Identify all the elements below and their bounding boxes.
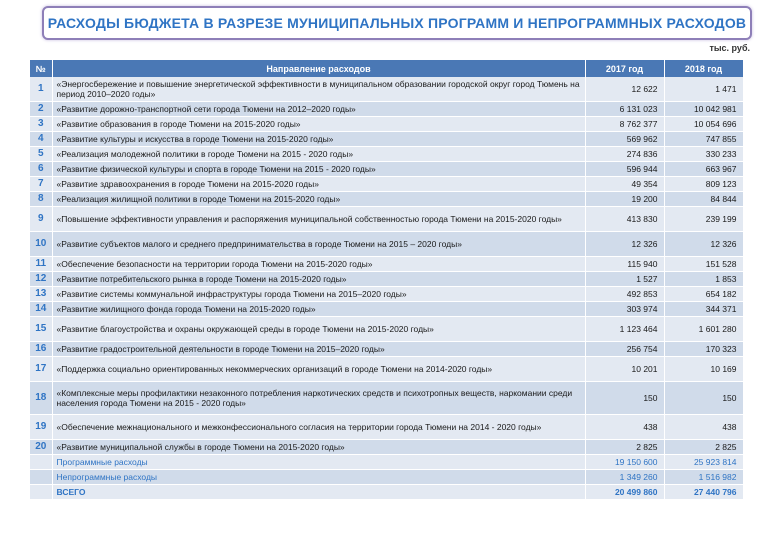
row-2018: 151 528	[664, 257, 743, 272]
row-name: «Развитие дорожно-транспортной сети города Тюмени на 2012–2020 годы»	[52, 102, 585, 117]
table-row	[30, 147, 743, 162]
row-num: 6	[30, 162, 52, 177]
row-2017: 1 123 464	[585, 317, 664, 342]
row-2018: 150	[664, 382, 743, 415]
row-name: «Развитие потребительского рынка в городе Тюмени на 2015-2020 годы»	[52, 272, 585, 287]
row-name: «Повышение эффективности управления и распоряжения муниципальной собственностью города Тюмени на 2015-2020 годы»	[52, 207, 585, 232]
row-name: «Развитие физической культуры и спорта в городе Тюмени на 2015 - 2020 годы»	[52, 162, 585, 177]
row-name: «Развитие культуры и искусства в городе Тюмени на 2015-2020 годы»	[52, 132, 585, 147]
table-row	[30, 162, 743, 177]
row-2018: 2 825	[664, 440, 743, 455]
table-row	[30, 192, 743, 207]
row-2018: 1 601 280	[664, 317, 743, 342]
grand-total-2017: 20 499 860	[585, 485, 664, 500]
row-name: «Реализация жилищной политики в городе Тюмени на 2015-2020 годы»	[52, 192, 585, 207]
row-2018: 12 326	[664, 232, 743, 257]
row-2017: 2 825	[585, 440, 664, 455]
row-2018: 170 323	[664, 342, 743, 357]
table-row	[30, 415, 743, 440]
table-row	[30, 382, 743, 415]
table-row	[30, 287, 743, 302]
row-2018: 1 471	[664, 77, 743, 102]
row-name: «Развитие муниципальной службы в городе Тюмени на 2015-2020 годы»	[52, 440, 585, 455]
row-2017: 256 754	[585, 342, 664, 357]
row-2018: 1 853	[664, 272, 743, 287]
row-name: «Развитие системы коммунальной инфраструктуры города Тюмени на 2015–2020 годы»	[52, 287, 585, 302]
grand-total-label: ВСЕГО	[52, 485, 585, 500]
table-row	[30, 177, 743, 192]
row-num: 5	[30, 147, 52, 162]
row-2018: 10 169	[664, 357, 743, 382]
row-name: «Энергосбережение и повышение энергетической эффективности в муниципальном образовании городской округ город Тюмень на период 2010–2020 годы»	[52, 77, 585, 102]
program-total-row	[30, 455, 743, 470]
program-total-2017: 19 150 600	[585, 455, 664, 470]
row-name: «Реализация молодежной политики в городе Тюмени на 2015 - 2020 годы»	[52, 147, 585, 162]
row-2017: 12 326	[585, 232, 664, 257]
row-name: «Развитие субъектов малого и среднего предпринимательства в городе Тюмени на 2015 – 2020 годы»	[52, 232, 585, 257]
row-num: 4	[30, 132, 52, 147]
table-row	[30, 302, 743, 317]
header-direction: Направление расходов	[52, 60, 585, 77]
row-name: «Развитие жилищного фонда города Тюмени на 2015-2020 годы»	[52, 302, 585, 317]
row-name: «Развитие благоустройства и охраны окружающей среды в городе Тюмени на 2015-2020 годы»	[52, 317, 585, 342]
row-num: 17	[30, 357, 52, 382]
row-2017: 150	[585, 382, 664, 415]
row-num: 1	[30, 77, 52, 102]
title-banner	[42, 6, 752, 40]
row-num: 7	[30, 177, 52, 192]
row-2017: 569 962	[585, 132, 664, 147]
row-name: «Обеспечение безопасности на территории города Тюмени на 2015-2020 годы»	[52, 257, 585, 272]
table-row	[30, 257, 743, 272]
row-num: 13	[30, 287, 52, 302]
grand-total-row	[30, 485, 743, 500]
row-name: «Развитие здравоохранения в городе Тюмени на 2015-2020 годы»	[52, 177, 585, 192]
row-num: 8	[30, 192, 52, 207]
nonprogram-total-2018: 1 516 982	[664, 470, 743, 485]
row-2017: 438	[585, 415, 664, 440]
row-num: 12	[30, 272, 52, 287]
page-title: РАСХОДЫ БЮДЖЕТА В РАЗРЕЗЕ МУНИЦИПАЛЬНЫХ ПРОГРАММ И НЕПРОГРАММНЫХ РАСХОДОВ	[47, 15, 747, 31]
row-num: 18	[30, 382, 52, 415]
row-2017: 492 853	[585, 287, 664, 302]
nonprogram-total-label: Непрограммные расходы	[52, 470, 585, 485]
row-num: 9	[30, 207, 52, 232]
row-num: 11	[30, 257, 52, 272]
grand-total-2018: 27 440 796	[664, 485, 743, 500]
table-row	[30, 102, 743, 117]
row-2018: 663 967	[664, 162, 743, 177]
table-row	[30, 357, 743, 382]
table-row	[30, 317, 743, 342]
header-num: №	[30, 60, 52, 77]
header-2018: 2018 год	[664, 60, 743, 77]
table-header-row	[30, 60, 743, 77]
row-2017: 413 830	[585, 207, 664, 232]
row-2018: 809 123	[664, 177, 743, 192]
row-2018: 84 844	[664, 192, 743, 207]
table-row	[30, 272, 743, 287]
row-num: 15	[30, 317, 52, 342]
row-2017: 10 201	[585, 357, 664, 382]
budget-table	[30, 60, 744, 500]
program-total-2018: 25 923 814	[664, 455, 743, 470]
row-2018: 747 855	[664, 132, 743, 147]
table-row	[30, 207, 743, 232]
row-num: 16	[30, 342, 52, 357]
row-2018: 239 199	[664, 207, 743, 232]
row-2017: 19 200	[585, 192, 664, 207]
row-2017: 12 622	[585, 77, 664, 102]
row-num: 10	[30, 232, 52, 257]
row-2018: 344 371	[664, 302, 743, 317]
row-2017: 274 836	[585, 147, 664, 162]
row-2018: 10 054 696	[664, 117, 743, 132]
row-name: «Развитие образования в городе Тюмени на 2015-2020 годы»	[52, 117, 585, 132]
row-2017: 49 354	[585, 177, 664, 192]
unit-label: тыс. руб.	[709, 43, 750, 53]
row-2017: 303 974	[585, 302, 664, 317]
table-row	[30, 440, 743, 455]
row-num: 14	[30, 302, 52, 317]
nonprogram-total-row	[30, 470, 743, 485]
table-row	[30, 342, 743, 357]
row-name: «Комплексные меры профилактики незаконного потребления наркотических средств и психотропных веществ, наркомании среди населения города Тюмени на 2015 - 2020 годы»	[52, 382, 585, 415]
row-2017: 115 940	[585, 257, 664, 272]
row-2017: 1 527	[585, 272, 664, 287]
table-row	[30, 77, 743, 102]
row-2017: 596 944	[585, 162, 664, 177]
row-2017: 6 131 023	[585, 102, 664, 117]
row-2018: 654 182	[664, 287, 743, 302]
table-row	[30, 232, 743, 257]
row-name: «Обеспечение межнационального и межконфессионального согласия на территории города Тюмени на 2014 - 2020 годы»	[52, 415, 585, 440]
row-num: 19	[30, 415, 52, 440]
row-2017: 8 762 377	[585, 117, 664, 132]
header-2017: 2017 год	[585, 60, 664, 77]
row-name: «Развитие градостроительной деятельности в городе Тюмени на 2015–2020 годы»	[52, 342, 585, 357]
program-total-label: Программные расходы	[52, 455, 585, 470]
row-name: «Поддержка социально ориентированных некоммерческих организаций в городе Тюмени на 2014-2020 годы»	[52, 357, 585, 382]
row-2018: 10 042 981	[664, 102, 743, 117]
table-row	[30, 132, 743, 147]
table-row	[30, 117, 743, 132]
row-2018: 438	[664, 415, 743, 440]
row-2018: 330 233	[664, 147, 743, 162]
row-num: 20	[30, 440, 52, 455]
row-num: 2	[30, 102, 52, 117]
nonprogram-total-2017: 1 349 260	[585, 470, 664, 485]
row-num: 3	[30, 117, 52, 132]
